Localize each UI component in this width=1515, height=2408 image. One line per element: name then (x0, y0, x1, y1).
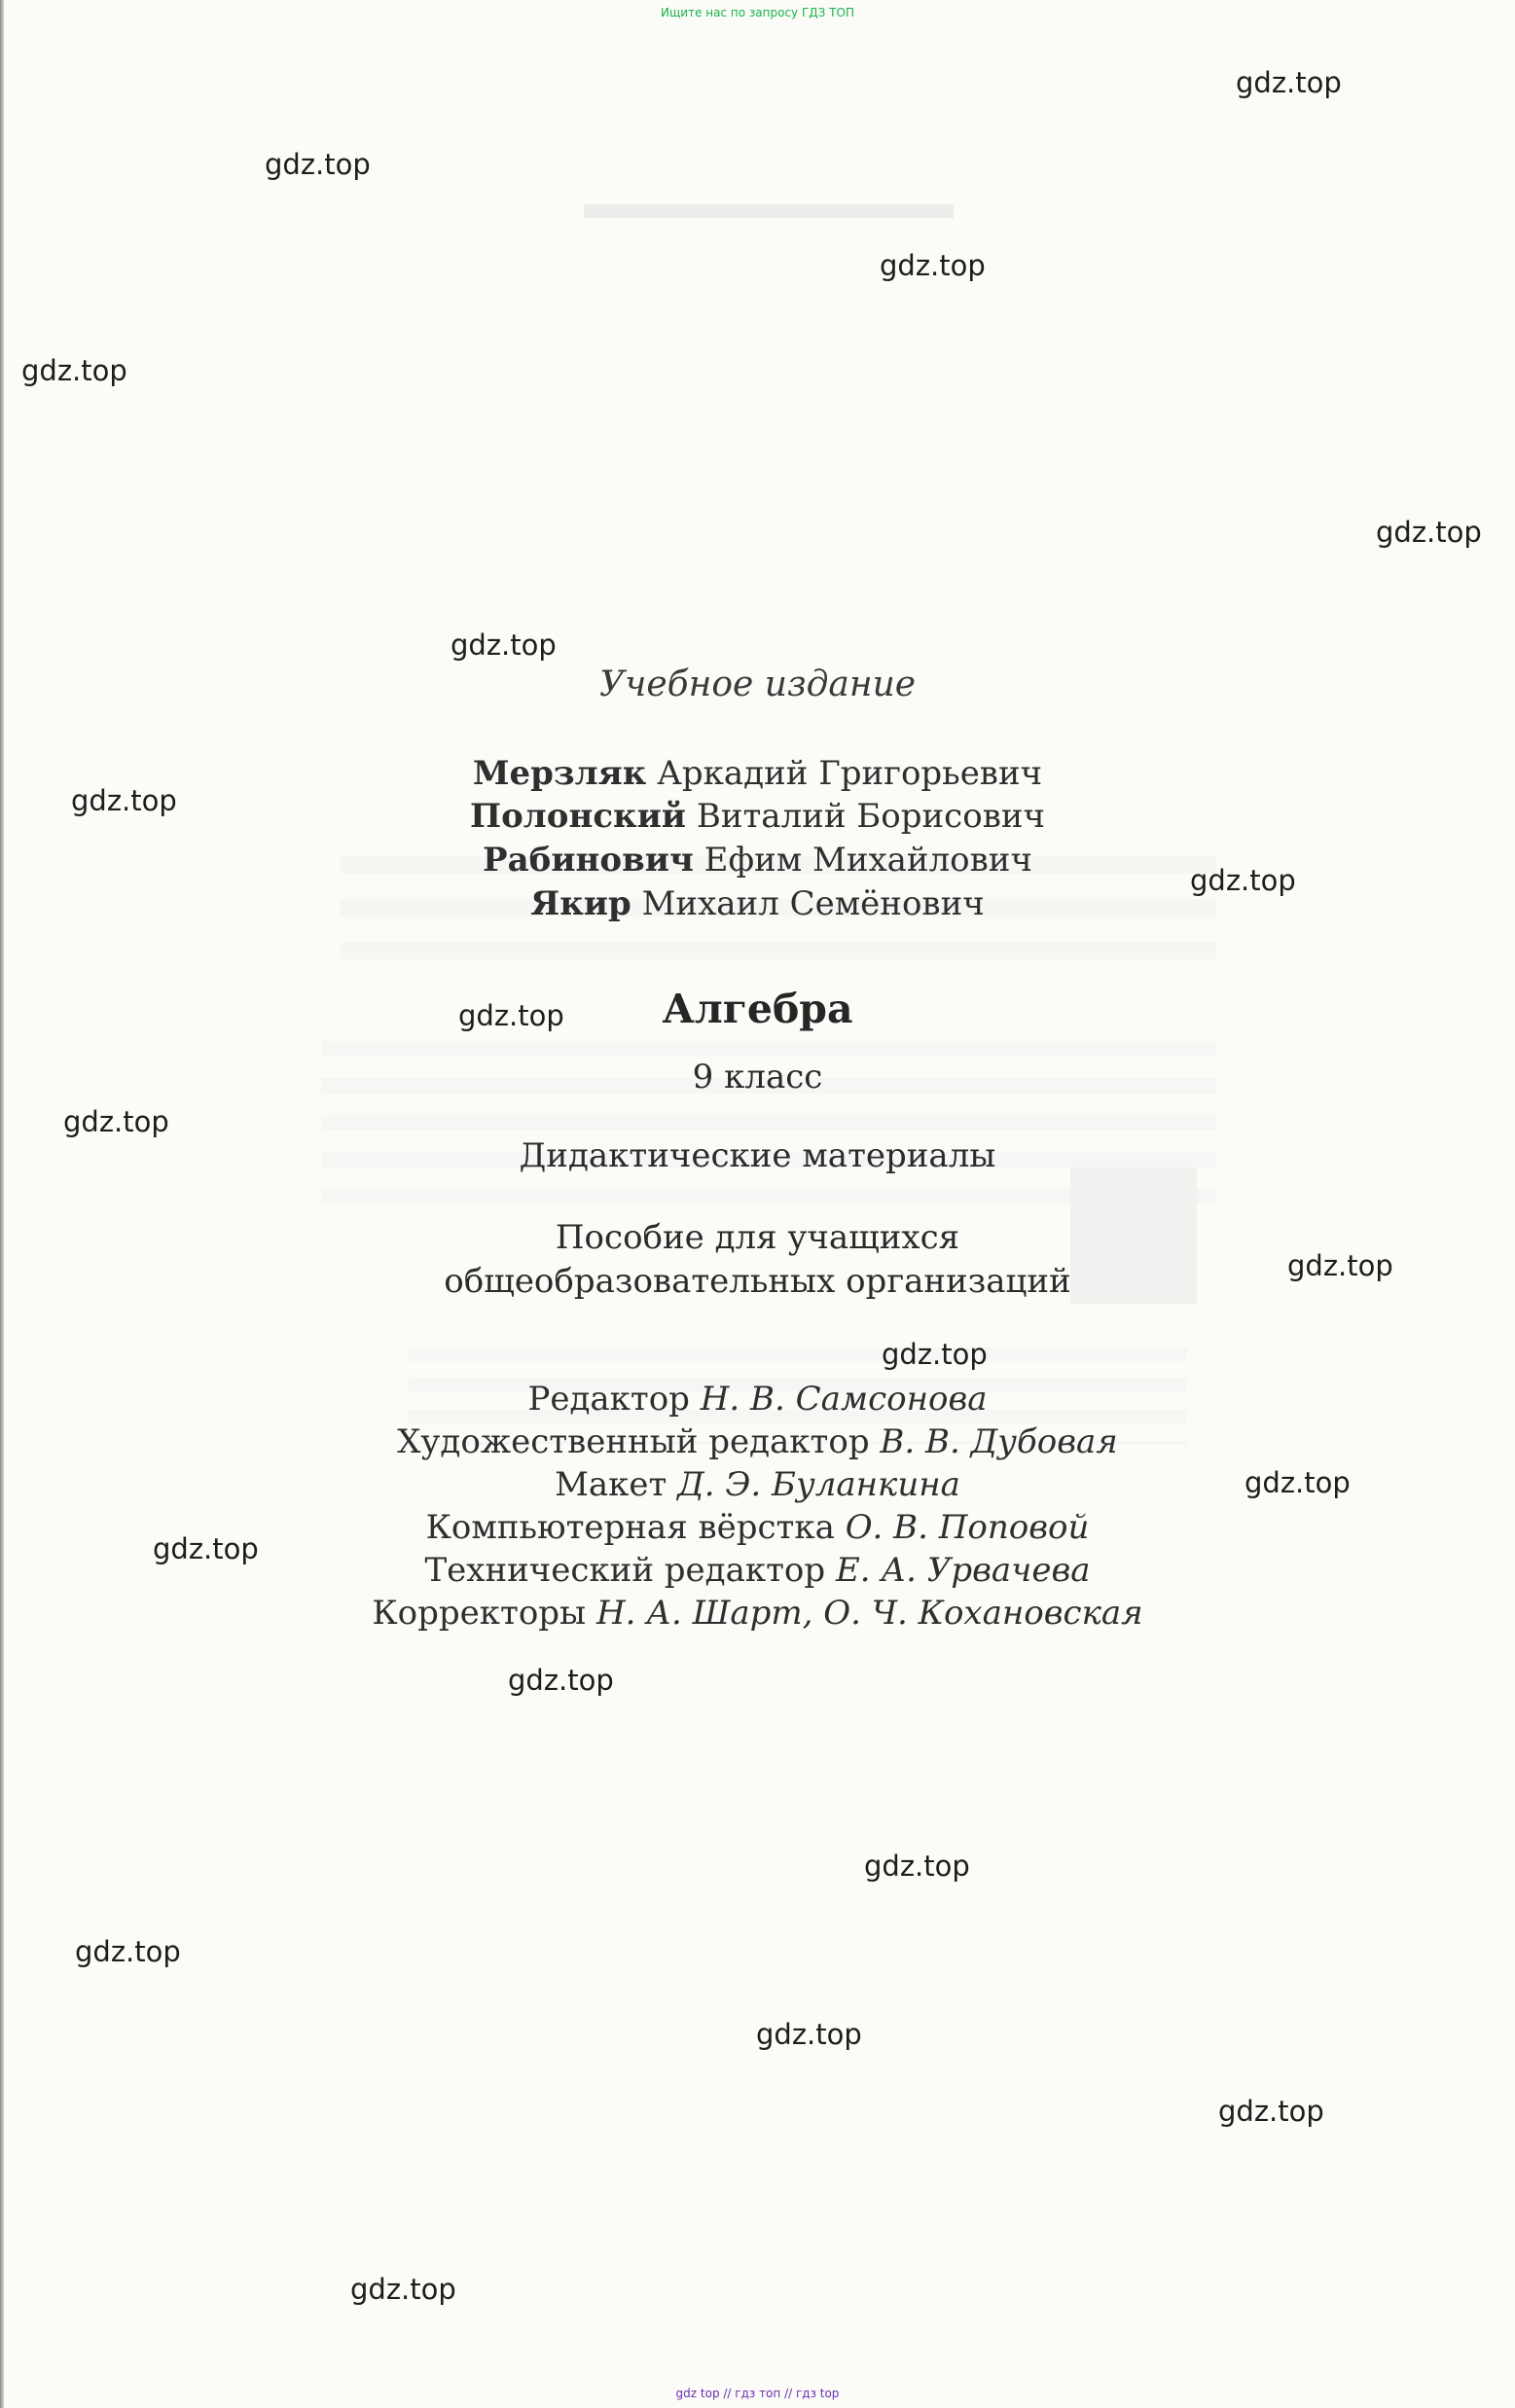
credit-role: Художественный редактор (397, 1422, 870, 1461)
credit-line (0, 1422, 1515, 1461)
credit-person: Д. Э. Буланкина (677, 1465, 960, 1504)
watermark: gdz.top (880, 249, 986, 282)
audience-line: общеобразовательных организаций (444, 1262, 1071, 1301)
author-name: Михаил Семёнович (641, 884, 985, 923)
watermark: gdz.top (508, 1664, 614, 1697)
watermark: gdz.top (1244, 1466, 1351, 1499)
audience-line: Пособие для учащихся (555, 1218, 960, 1257)
author-name: Аркадий Григорьевич (657, 754, 1043, 793)
watermark: gdz.top (153, 1532, 259, 1565)
grade-label: 9 класс (692, 1058, 823, 1096)
watermark: gdz.top (756, 2018, 862, 2051)
watermark: gdz.top (451, 629, 557, 662)
author-surname: Рабинович (483, 841, 694, 880)
watermark: gdz.top (75, 1935, 181, 1968)
book-subtitle: Дидактические материалы (519, 1136, 996, 1175)
edition-type: Учебное издание (598, 665, 917, 704)
watermark: gdz.top (1218, 2095, 1324, 2128)
credit-role: Технический редактор (424, 1551, 826, 1590)
author-name: Виталий Борисович (696, 797, 1045, 836)
search-hint: Ищите нас по запросу ГДЗ ТОП (661, 6, 854, 19)
credit-person: О. В. Поповой (845, 1508, 1090, 1547)
watermark: gdz.top (71, 784, 177, 817)
credit-line (0, 1594, 1515, 1633)
credit-role: Корректоры (372, 1594, 587, 1633)
watermark: gdz.top (1236, 66, 1342, 99)
watermark: gdz.top (350, 2273, 456, 2306)
show-through-line (584, 204, 954, 218)
watermark: gdz.top (21, 354, 127, 387)
credit-role: Компьютерная вёрстка (425, 1508, 835, 1547)
credit-person: Е. А. Урвачева (835, 1551, 1091, 1590)
author-line (0, 797, 1515, 836)
author-name: Ефим Михайлович (703, 841, 1032, 880)
watermark: gdz.top (1190, 864, 1296, 897)
credit-line (0, 1380, 1515, 1419)
credit-role: Редактор (527, 1380, 690, 1419)
watermark: gdz.top (1376, 516, 1482, 549)
author-surname: Мерзляк (472, 754, 647, 793)
author-surname: Якир (530, 884, 631, 923)
credit-line (0, 1465, 1515, 1504)
credit-line (0, 1551, 1515, 1590)
credit-line (0, 1508, 1515, 1547)
author-line (0, 754, 1515, 793)
author-line (0, 841, 1515, 880)
watermark: gdz.top (1287, 1249, 1393, 1282)
watermark: gdz.top (63, 1105, 169, 1138)
footer-note: gdz top // гдз топ // гдз top (675, 2387, 840, 2400)
credit-person: В. В. Дубовая (880, 1422, 1118, 1461)
book-title: Алгебра (662, 986, 853, 1032)
credit-role: Макет (555, 1465, 667, 1504)
author-line (0, 884, 1515, 923)
watermark: gdz.top (864, 1850, 970, 1883)
watermark: gdz.top (458, 999, 564, 1032)
author-surname: Полонский (470, 797, 687, 836)
credit-person: Н. В. Самсонова (700, 1380, 988, 1419)
watermark: gdz.top (265, 148, 371, 181)
page-edge (0, 0, 4, 2408)
credit-person: Н. А. Шарт, О. Ч. Кохановская (595, 1594, 1143, 1633)
watermark: gdz.top (882, 1338, 988, 1371)
